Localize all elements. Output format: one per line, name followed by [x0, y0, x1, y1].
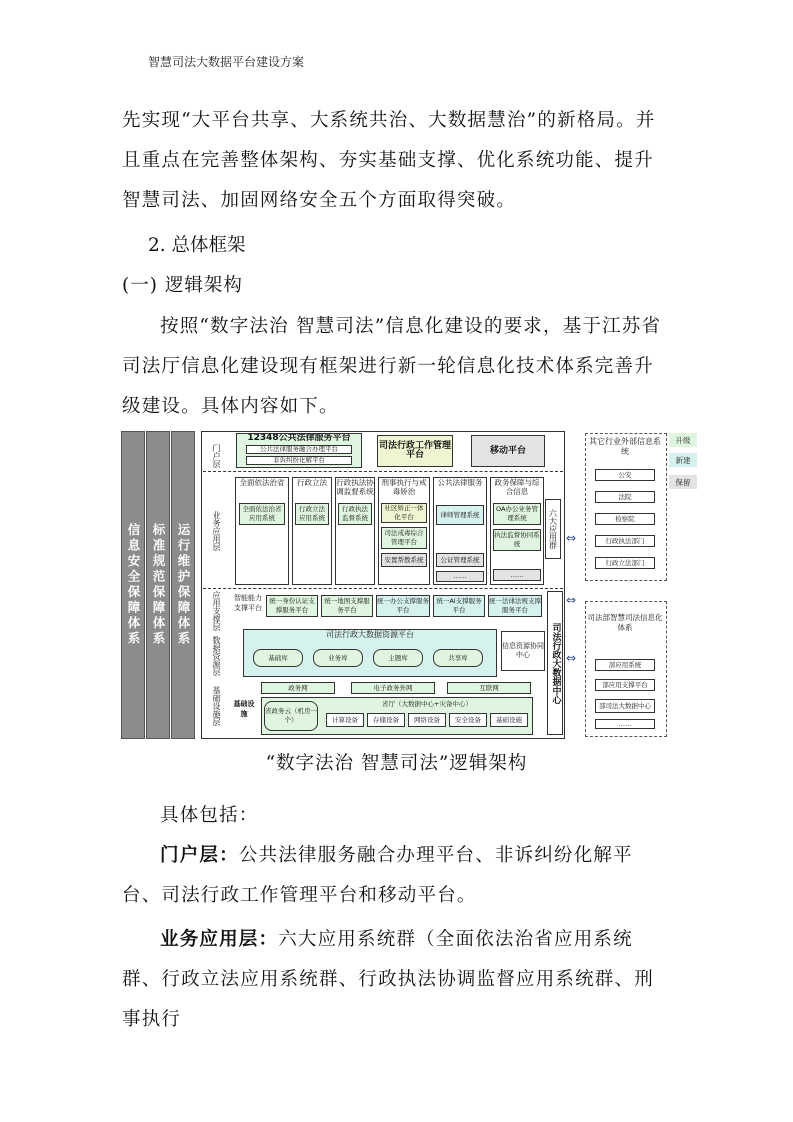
legend-new: 新建 — [669, 453, 697, 467]
support-item: 统一地图支撑服务平台 — [321, 595, 373, 617]
portal-layer-label: 门户层 — [212, 444, 221, 468]
paragraph-4 — [122, 836, 672, 916]
mobile-platform-box: 移动平台 — [471, 435, 545, 467]
business-layer-desc: 六大应用系统群（全面依法治省应用系统群、行政立法应用系统群、行政执法协调监督应用系统群、刑事执行 — [122, 929, 654, 1030]
support-layer-label: 应用支撑层 — [212, 591, 221, 631]
security-band: 信息安全保障体系 — [121, 431, 145, 739]
group-item: …… — [436, 571, 484, 582]
double-arrow-icon: ⇔ — [566, 651, 577, 665]
database: 主题库 — [373, 649, 423, 667]
group-item: 公证管理系统 — [436, 553, 484, 567]
group-item: 行政立法应用系统 — [295, 503, 329, 525]
group-public-legal: 公共法律服务 — [433, 477, 487, 585]
database: 共享库 — [433, 649, 483, 667]
support-platform-label: 智能能力支撑平台 — [234, 594, 262, 612]
business-layer-label: 业务应用层 — [212, 511, 221, 551]
group-item: OA办公业务管理系统 — [493, 503, 541, 525]
business-layer-term: 业务应用层： — [160, 929, 279, 950]
group-legislation: 行政立法 — [292, 477, 332, 585]
double-arrow-icon: ⇔ — [566, 593, 577, 607]
network-item: 互联网 — [447, 682, 531, 694]
support-item: 统一身份认证支撑服务平台 — [266, 595, 318, 617]
hardware-item: 计算设备 — [326, 713, 364, 727]
group-item: 社区矫正一体化平台 — [381, 503, 427, 523]
group-execution: 刑事执行与戒毒矫治 — [378, 477, 430, 585]
network-item: 政务网 — [261, 682, 335, 694]
infra-label: 基础设施 — [233, 700, 255, 718]
legend-keep: 保留 — [669, 475, 697, 489]
figure-caption: “数字法治 智慧司法”逻辑架构 — [265, 753, 528, 774]
group-item: …… — [493, 569, 541, 581]
group-enforcement: 行政执法协调监督系统 — [335, 477, 375, 585]
support-item: 统一AI支撑服务平台 — [433, 595, 485, 617]
hardware-item: 安全设备 — [449, 713, 487, 727]
external-item: 行政立法部门 — [595, 557, 655, 569]
exchange-center: 信息资源协同中心 — [501, 631, 545, 671]
support-item: 统一办公支撑服务平台 — [376, 595, 430, 617]
paragraph-1: 先实现“大平台共享、大系统共治、大数据慧治”的新格局。并且重点在完善整体架构、夯实基础支撑、优化系统功能、提升智慧司法、加固网络安全五个方面取得突破。 — [122, 110, 656, 211]
group-item: 执法监督协同系统 — [493, 529, 541, 551]
portal-layer-desc: 公共法律服务融合办理平台、非诉纠纷化解平台、司法行政工作管理平台和移动平台。 — [122, 845, 633, 906]
support-item: 统一法律法规支撑服务平台 — [488, 595, 542, 617]
group-rule-of-law: 全面依法治省 — [235, 477, 289, 585]
external-item: 行政执法部门 — [595, 535, 655, 547]
data-platform-box: 司法行政大数据资源平台 — [243, 629, 497, 677]
group-item: 律师管理系统 — [436, 505, 484, 525]
ministry-item: 部应用系统 — [595, 659, 655, 671]
subsection-heading: (一) 逻辑架构 — [122, 275, 243, 296]
external-item: 法院 — [595, 491, 655, 503]
ministry-item: 部应用支撑平台 — [595, 679, 655, 691]
database: 基础库 — [253, 649, 303, 667]
paragraph-2: 按照“数字法治 智慧司法”信息化建设的要求，基于江苏省司法厅信息化建设现有框架进行新一轮信息化技术体系完善升级建设。具体内容如下。 — [122, 316, 662, 417]
ministry-item: 部司法大数据中心 — [595, 699, 655, 713]
divider — [203, 471, 563, 472]
infra-layer-label: 基础设施层 — [212, 686, 221, 726]
group-item: 行政执法监督系统 — [338, 503, 372, 525]
portal-sub-2: 非诉纠纷化解平台 — [246, 456, 352, 465]
group-item: 安置帮教系统 — [381, 553, 427, 567]
portal-layer-term: 门户层： — [160, 845, 239, 866]
double-arrow-icon: ⇔ — [566, 531, 577, 545]
hardware-item: 网络设备 — [408, 713, 446, 727]
network-item: 电子政务外网 — [351, 682, 435, 694]
logic-architecture-diagram — [121, 431, 701, 739]
gov-cloud: 省政务云（机房一个） — [264, 701, 318, 731]
hardware-item: 基础设施 — [490, 713, 528, 727]
page-header: 智慧司法大数据平台建设方案 — [148, 55, 305, 69]
external-systems-title: 其它行业外部信息系统 — [589, 437, 661, 456]
six-apps-label: 六大应用群 — [545, 499, 561, 559]
divider — [203, 588, 563, 589]
admin-platform-box: 司法行政工作管理平台 — [377, 435, 453, 467]
paragraph-5 — [122, 920, 672, 1040]
group-gov-support: 政务保障与综合信息 — [490, 477, 544, 585]
external-item: 检察院 — [595, 513, 655, 525]
portal-main-box: 12348公共法律服务平台 — [236, 433, 362, 468]
external-item: 公安 — [595, 469, 655, 481]
legend-upgrade: 升级 — [669, 433, 697, 447]
ministry-title: 司法部智慧司法信息化体系 — [587, 613, 663, 632]
center-label: 省厅（大数据中心+灾备中心） — [382, 700, 472, 708]
database: 业务库 — [313, 649, 363, 667]
data-layer-label: 数据资源层 — [212, 636, 221, 676]
portal-sub-1: 公共法律服务融合办理平台 — [246, 445, 352, 454]
big-data-center-label: 司法行政大数据中心 — [547, 591, 563, 735]
ministry-item: …… — [595, 719, 655, 729]
group-item: 司法戒毒综合管理平台 — [381, 527, 427, 549]
standard-band: 标准规范保障体系 — [146, 431, 170, 739]
group-item: 全面依法治省应用系统 — [239, 503, 285, 525]
section-heading: 2. 总体框架 — [148, 235, 246, 256]
paragraph-3: 具体包括： — [160, 805, 259, 826]
hardware-item: 存储设备 — [367, 713, 405, 727]
ops-band: 运行维护保障体系 — [171, 431, 195, 739]
